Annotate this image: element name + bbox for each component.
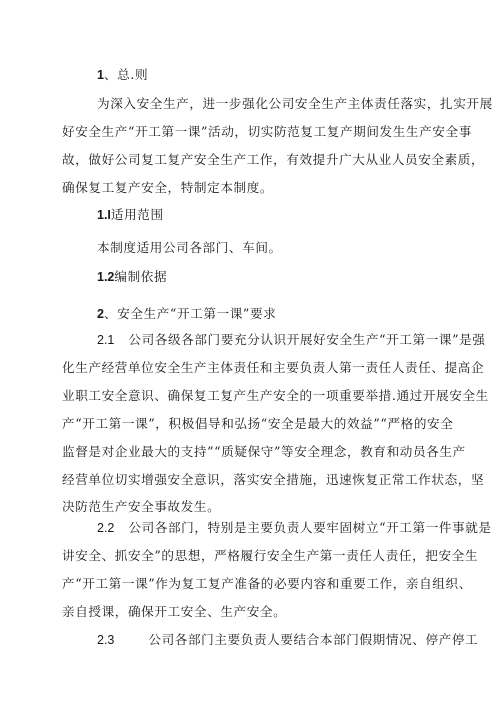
item-2-1-first-line: [97, 329, 486, 348]
paragraph-line: 好安全生产“开工第一课”活动，切实防范复工复产期间发生生产安全事: [62, 124, 472, 139]
item-number: 2.3: [97, 633, 115, 647]
section-number: 1: [97, 68, 104, 82]
section-heading-1: [97, 64, 148, 83]
paragraph-line: 监督是对企业最大的支持”“质疑保守”等安全理念，教育和动员各生产: [62, 444, 466, 459]
subsection-heading-1-2: [97, 266, 167, 285]
item-text: 公司各部门，特别是主要负责人要牢固树立“开工第一件事就是: [128, 520, 492, 535]
subsection-heading-1-1: [97, 204, 164, 223]
paragraph-line: 故，做好公司复工复产安全生产工作，有效提升广大从业人员安全素质，: [62, 152, 485, 167]
subsection-number: 1.2: [97, 270, 115, 284]
item-number: 2.2: [97, 521, 115, 535]
item-text: 公司各部门主要负责人要结合本部门假期情况、停产停工: [148, 632, 479, 647]
item-text: 公司各级各部门要充分认识开展好安全生产“开工第一课”是强: [128, 332, 486, 347]
item-2-3-first-line: [97, 629, 478, 648]
paragraph-line: 讲安全、抓安全”的思想，严格履行安全生产第一责任人责任，把安全生: [62, 548, 479, 563]
paragraph-line: 决防范生产安全事故发生。: [62, 499, 221, 514]
paragraph-line: 业职工安全意识、确保复工复产生产安全的一项重要举措.通过开展安全生: [62, 388, 489, 403]
subsection-title: 编制依据: [114, 269, 168, 284]
section-number: 2: [97, 307, 104, 321]
section-heading-2: [97, 303, 276, 322]
item-number: 2.1: [97, 333, 115, 347]
paragraph-line: 本制度适用公司各部门、车间。: [97, 240, 282, 255]
paragraph-line: 经营单位切实增强安全意识，落实安全措施，迅速恢复正常工作状态，坚: [62, 472, 485, 487]
paragraph-line: 亲自授课，确保开工安全、生产安全。: [62, 604, 287, 619]
paragraph-line: 确保复工复产安全，特制定本制度。: [62, 180, 274, 195]
section-title: 、总.则: [103, 67, 149, 82]
paragraph-line: 为深入安全生产，进一步强化公司安全生产主体责任落实，扎实开展: [97, 96, 493, 111]
paragraph-line: 产“开工第一课”作为复工复产准备的必要内容和重要工作，亲自组织、: [62, 576, 472, 591]
paragraph-line: 产“开工第一课”，积极倡导和弘扬“安全是最大的效益”“严格的安全: [62, 416, 454, 431]
paragraph-line: 化生产经营单位安全生产主体责任和主要负责人第一责任人责任、提高企: [62, 360, 485, 375]
subsection-title: 适用范围: [110, 207, 164, 222]
subsection-number: 1.I: [97, 208, 111, 222]
item-2-2-first-line: [97, 517, 492, 536]
section-title: 、安全生产“开工第一课”要求: [103, 306, 277, 321]
